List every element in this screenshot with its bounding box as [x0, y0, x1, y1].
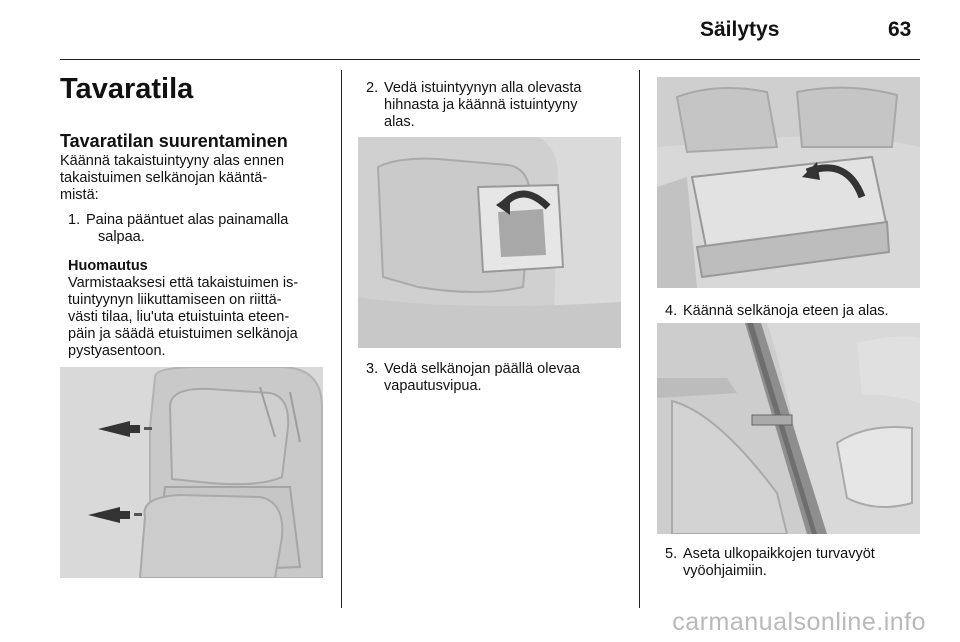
column-divider-1 [341, 70, 342, 608]
step-2 [366, 80, 636, 140]
intro-line: mistä: [60, 187, 99, 203]
column-divider-2 [639, 70, 640, 608]
step-line: vyöohjaimiin. [683, 563, 767, 579]
seatbelt-guide-illustration [657, 323, 920, 534]
note-line: pystyasentoon. [68, 343, 166, 359]
note-line: päin ja säädä etuistuimen selkänoja [68, 326, 298, 342]
step-5 [665, 546, 935, 586]
step-line: Paina pääntuet alas painamalla [86, 212, 289, 228]
folded-seat-illustration [657, 77, 920, 288]
subsection-heading: Tavaratilan suurentaminen [60, 131, 288, 151]
note-line: Varmistaaksesi että takaistuimen is- [68, 275, 299, 291]
page-number: 63 [888, 18, 912, 41]
step-line: alas. [384, 114, 415, 130]
note-box [68, 258, 340, 360]
note-line: tuintyynyn liikuttamiseen on riittä- [68, 292, 282, 308]
step-4 [665, 303, 935, 323]
step-number: 1. [68, 212, 81, 228]
step-line: hihnasta ja käännä istuintyyny [384, 97, 578, 113]
intro-line: Käännä takaistuintyyny alas ennen [60, 153, 285, 169]
step-line: Aseta ulkopaikkojen turvavyöt [683, 546, 875, 562]
step-text [683, 546, 875, 580]
step-line: Käännä selkänoja eteen ja alas. [683, 303, 889, 319]
section-title: Säilytys [700, 18, 780, 41]
step-text [86, 212, 288, 246]
note-line: västi tilaa, liu'uta etuistuinta eteen- [68, 309, 290, 325]
step-text [384, 361, 580, 395]
seat-cushion-strap-illustration [358, 137, 621, 348]
headrest-illustration [60, 367, 323, 578]
step-number: 3. [366, 361, 379, 377]
step-number: 4. [665, 303, 678, 319]
step-number: 5. [665, 546, 678, 562]
step-text [384, 80, 582, 131]
step-3 [366, 361, 636, 401]
note-heading: Huomautus [68, 258, 148, 274]
intro-paragraph [60, 153, 284, 204]
step-line: Vedä selkänojan päällä olevaa [384, 361, 580, 377]
step-line: Vedä istuintyynyn alla olevasta [384, 80, 582, 96]
step-line: salpaa. [98, 229, 145, 245]
step-1 [68, 212, 338, 252]
step-line: vapautusvipua. [384, 378, 482, 394]
step-number: 2. [366, 80, 379, 96]
watermark-link[interactable]: carmanualsonline.info [672, 608, 926, 636]
page-heading: Tavaratila [60, 73, 194, 105]
step-text [683, 303, 889, 320]
header-divider [60, 59, 920, 60]
intro-line: takaistuimen selkänojan kääntä- [60, 170, 268, 186]
